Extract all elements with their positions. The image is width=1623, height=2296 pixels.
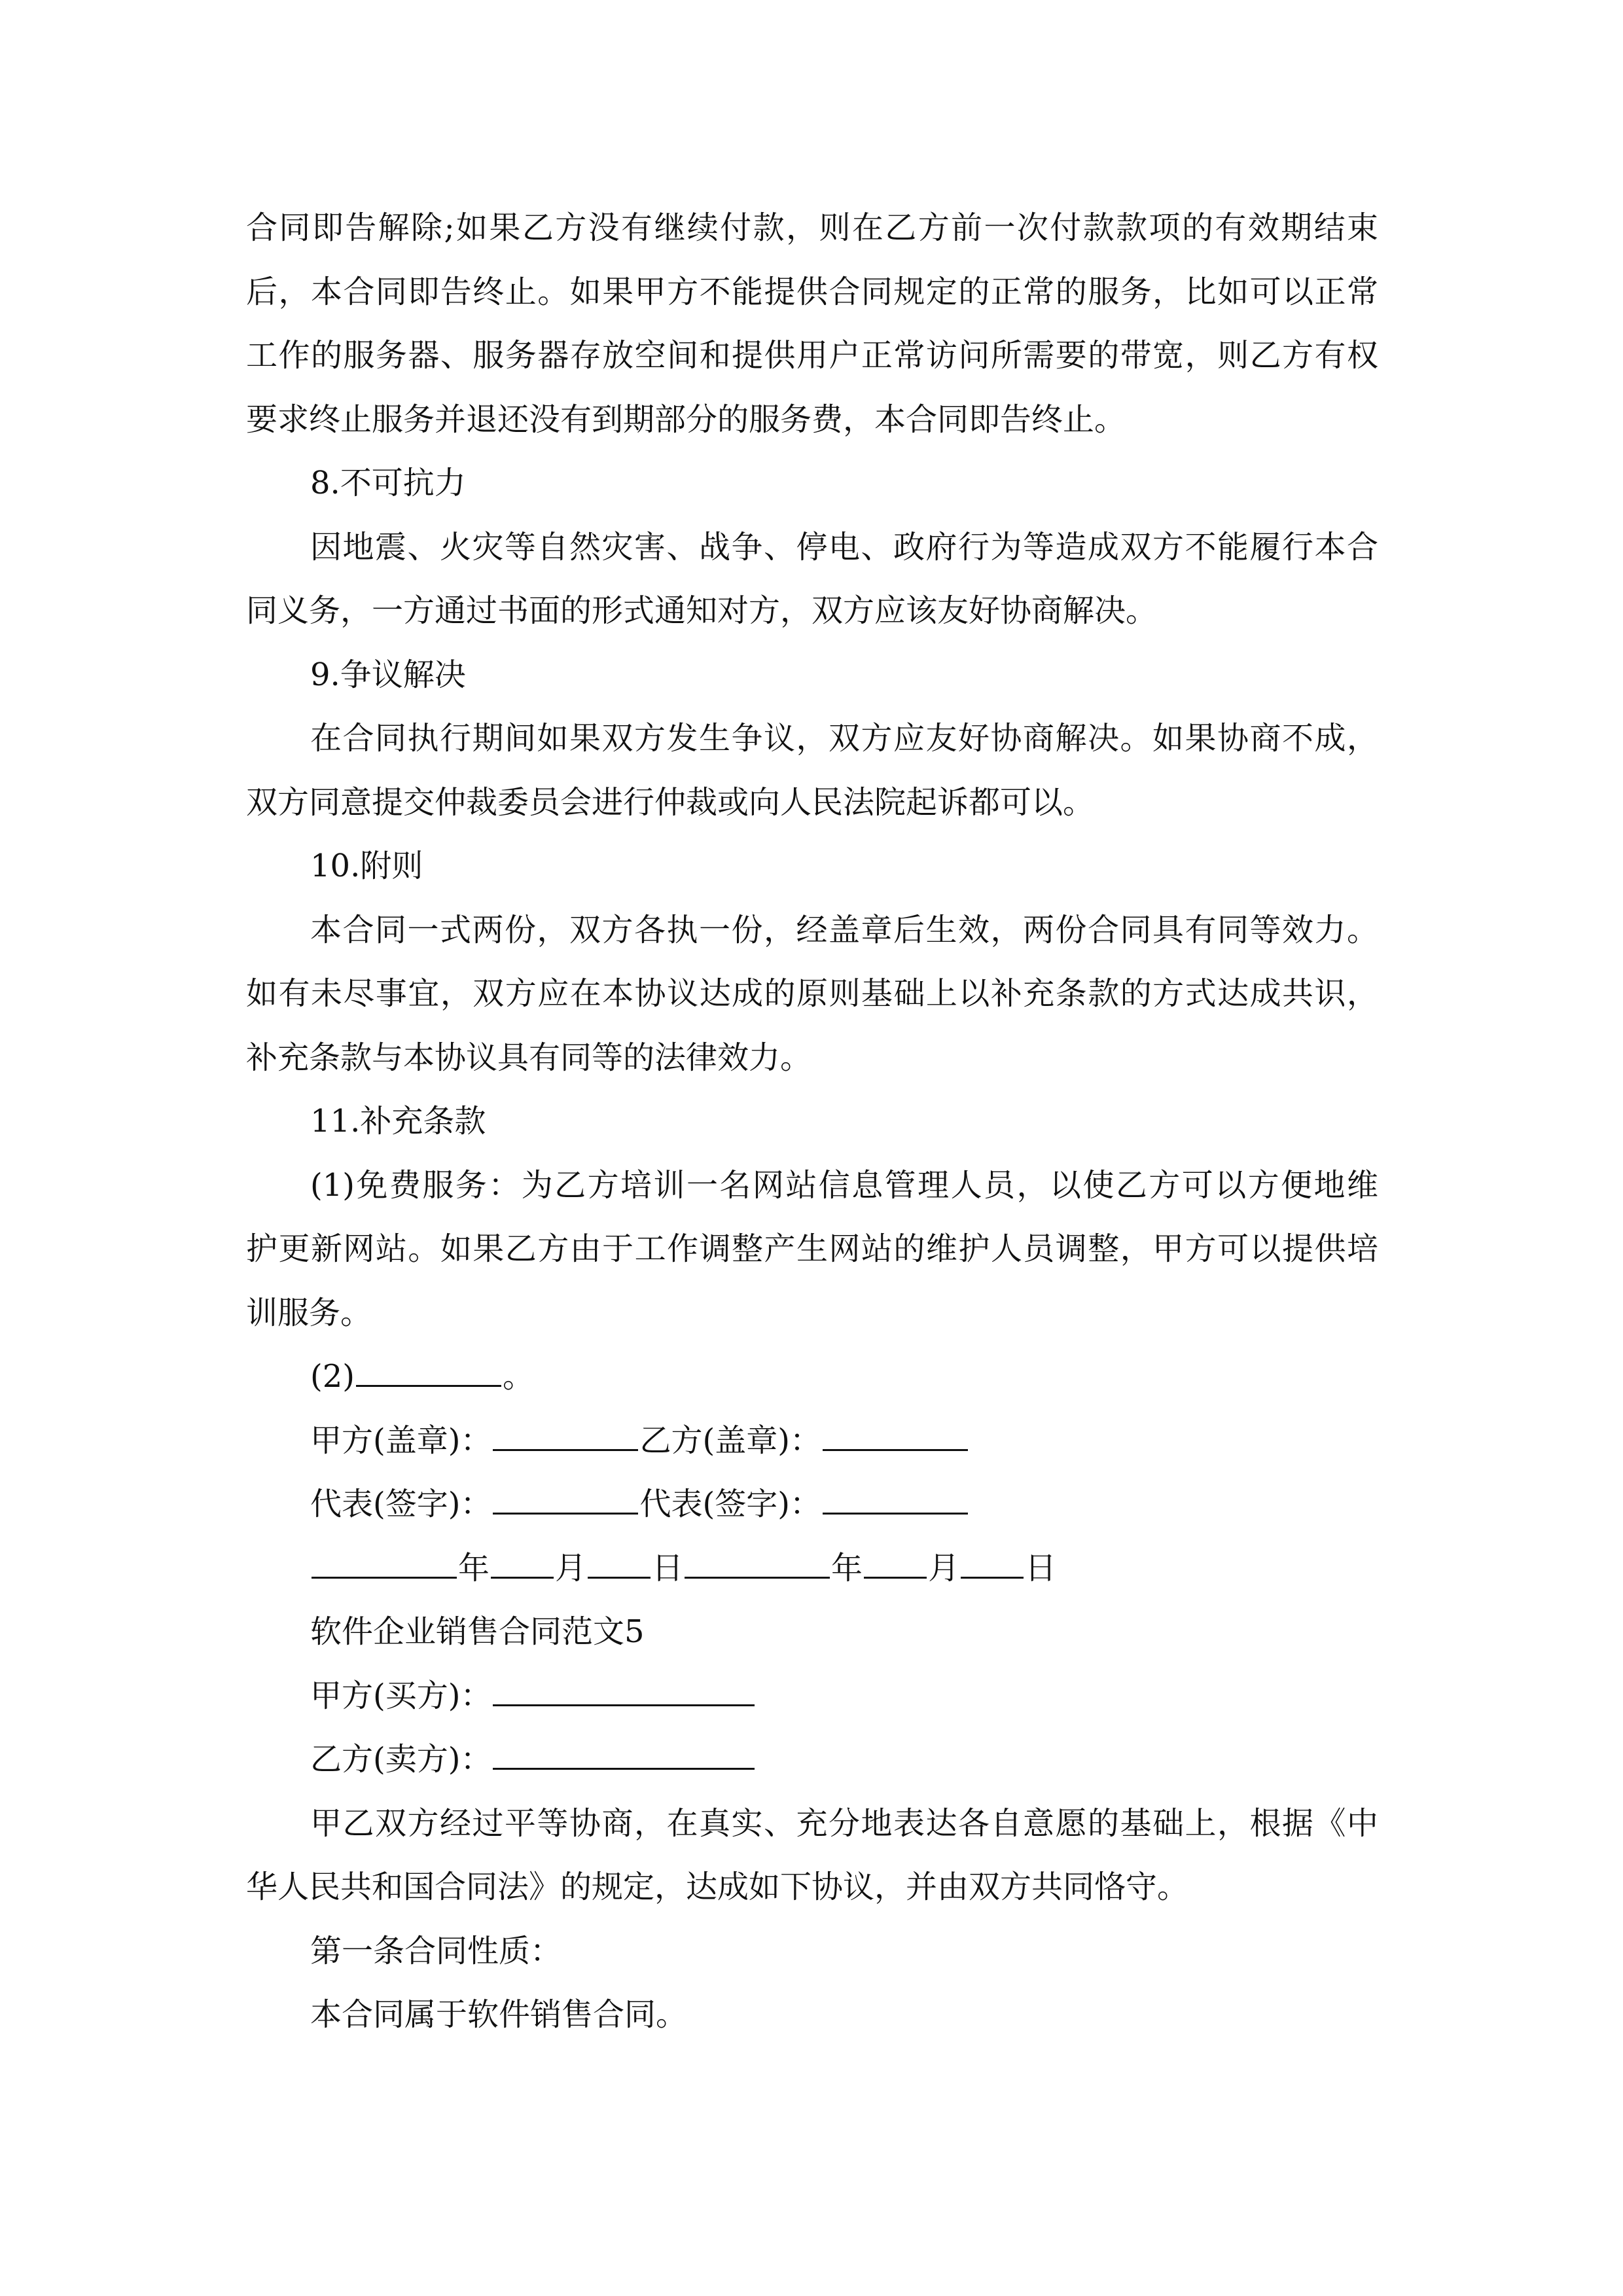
section-heading-appendix: 10.附则 [310, 848, 423, 884]
text-line: 因地震、火灾等自然灾害、战争、停电、政府行为等造成双方不能履行本合 [310, 528, 1378, 565]
text-line: 后，本合同即告终止。如果甲方不能提供合同规定的正常的服务，比如可以正常 [246, 273, 1378, 310]
seller-row [246, 1728, 1378, 1792]
blank-line [493, 1420, 638, 1451]
item-end: 。 [503, 1358, 535, 1395]
blank-line [356, 1356, 501, 1387]
day-label: 日 [652, 1549, 684, 1587]
text-line: 要求终止服务并退还没有到期部分的服务费，本合同即告终止。 [246, 401, 1126, 438]
buyer-row [246, 1664, 1378, 1729]
month-label: 月 [928, 1549, 960, 1587]
item-label: (2) [310, 1358, 355, 1395]
article-1-body: 本合同属于软件销售合同。 [310, 1996, 688, 2033]
section-heading-supplementary: 11.补充条款 [310, 1103, 486, 1139]
section-heading-dispute: 9.争议解决 [310, 656, 466, 693]
day-label: 日 [1025, 1549, 1057, 1587]
rep-a-label: 代表(签字)： [310, 1486, 492, 1522]
text-line: 护更新网站。如果乙方由于工作调整产生网站的维护人员调整，甲方可以提供培 [246, 1230, 1378, 1267]
text-line: 双方同意提交仲裁委员会进行仲裁或向人民法院起诉都可以。 [246, 783, 1095, 821]
party-b-seal-label: 乙方(盖章)： [639, 1422, 821, 1459]
section-heading-force-majeure: 8.不可抗力 [310, 465, 466, 501]
party-b-seller-label: 乙方(卖方)： [310, 1741, 492, 1778]
article-1-heading: 第一条合同性质： [310, 1932, 562, 1969]
date-row [246, 1537, 1378, 1601]
blank-line [493, 1739, 755, 1770]
text-line: 如有未尽事宜，双方应在本协议达成的原则基础上以补充条款的方式达成共识， [246, 975, 1378, 1012]
text-line: 工作的服务器、服务器存放空间和提供用户正常访问所需要的带宽，则乙方有权 [246, 337, 1378, 374]
blank-line [588, 1548, 651, 1579]
blank-line [312, 1548, 457, 1579]
text-line: 训服务。 [246, 1294, 372, 1331]
signature-row [246, 1473, 1378, 1537]
document-body [246, 196, 1378, 2047]
blank-line [493, 1676, 755, 1706]
year-label: 年 [458, 1549, 490, 1587]
year-label: 年 [831, 1549, 863, 1587]
rep-b-label: 代表(签字)： [639, 1486, 821, 1522]
blank-line [491, 1548, 554, 1579]
month-label: 月 [555, 1549, 587, 1587]
blank-line [864, 1548, 927, 1579]
blank-line [493, 1484, 638, 1515]
text-line: 补充条款与本协议具有同等的法律效力。 [246, 1039, 812, 1076]
supplementary-item-2 [246, 1345, 1378, 1409]
text-line: 同义务，一方通过书面的形式通知对方，双方应该友好协商解决。 [246, 592, 1158, 629]
text-line: 甲乙双方经过平等协商，在真实、充分地表达各自意愿的基础上，根据《中 [310, 1804, 1378, 1842]
text-line: 在合同执行期间如果双方发生争议，双方应友好协商解决。如果协商不成， [310, 720, 1378, 757]
blank-line [823, 1420, 968, 1451]
party-a-seal-label: 甲方(盖章)： [310, 1422, 492, 1459]
blank-line [961, 1548, 1024, 1579]
party-a-buyer-label: 甲方(买方)： [310, 1677, 492, 1714]
seal-row [246, 1409, 1378, 1473]
text-line: 合同即告解除;如果乙方没有继续付款，则在乙方前一次付款款项的有效期结束 [246, 209, 1378, 246]
blank-line [685, 1548, 830, 1579]
contract-title: 软件企业销售合同范文5 [310, 1613, 645, 1650]
text-line: (1)免费服务：为乙方培训一名网站信息管理人员，以使乙方可以方便地维 [310, 1166, 1378, 1204]
blank-line [823, 1484, 968, 1515]
text-line: 本合同一式两份，双方各执一份，经盖章后生效，两份合同具有同等效力。 [310, 911, 1378, 948]
text-line: 华人民共和国合同法》的规定，达成如下协议，并由双方共同恪守。 [246, 1869, 1189, 1905]
